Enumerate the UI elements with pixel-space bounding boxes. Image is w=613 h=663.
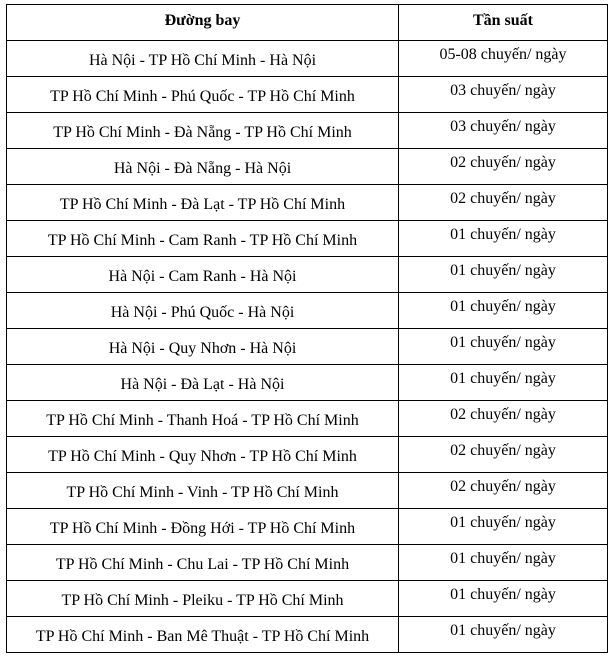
table-row bbox=[7, 617, 608, 653]
table-row bbox=[7, 149, 608, 185]
table-row bbox=[7, 113, 608, 149]
table-row bbox=[7, 509, 608, 545]
route-cell: Hà Nội - Quy Nhơn - Hà Nội bbox=[7, 329, 399, 365]
table-row bbox=[7, 77, 608, 113]
table-row bbox=[7, 185, 608, 221]
frequency-cell: 01 chuyến/ ngày bbox=[399, 509, 608, 545]
table-row bbox=[7, 473, 608, 509]
frequency-cell: 03 chuyến/ ngày bbox=[399, 77, 608, 113]
frequency-cell: 02 chuyến/ ngày bbox=[399, 401, 608, 437]
frequency-cell: 01 chuyến/ ngày bbox=[399, 365, 608, 401]
table-row bbox=[7, 437, 608, 473]
frequency-cell: 01 chuyến/ ngày bbox=[399, 257, 608, 293]
route-cell: TP Hồ Chí Minh - Pleiku - TP Hồ Chí Minh bbox=[7, 581, 399, 617]
route-cell: TP Hồ Chí Minh - Ban Mê Thuật - TP Hồ Chí Minh bbox=[7, 617, 399, 653]
route-cell: TP Hồ Chí Minh - Chu Lai - TP Hồ Chí Minh bbox=[7, 545, 399, 581]
table-row bbox=[7, 329, 608, 365]
route-cell: TP Hồ Chí Minh - Cam Ranh - TP Hồ Chí Minh bbox=[7, 221, 399, 257]
table-row bbox=[7, 401, 608, 437]
frequency-cell: 01 chuyến/ ngày bbox=[399, 545, 608, 581]
route-cell: Hà Nội - Đà Lạt - Hà Nội bbox=[7, 365, 399, 401]
route-cell: TP Hồ Chí Minh - Phú Quốc - TP Hồ Chí Minh bbox=[7, 77, 399, 113]
route-cell: TP Hồ Chí Minh - Đồng Hới - TP Hồ Chí Minh bbox=[7, 509, 399, 545]
route-cell: Hà Nội - Cam Ranh - Hà Nội bbox=[7, 257, 399, 293]
frequency-cell: 02 chuyến/ ngày bbox=[399, 437, 608, 473]
frequency-cell: 01 chuyến/ ngày bbox=[399, 581, 608, 617]
route-cell: Hà Nội - Đà Nẵng - Hà Nội bbox=[7, 149, 399, 185]
route-cell: Hà Nội - TP Hồ Chí Minh - Hà Nội bbox=[7, 41, 399, 77]
frequency-cell: 01 chuyến/ ngày bbox=[399, 329, 608, 365]
table-row bbox=[7, 293, 608, 329]
route-cell: TP Hồ Chí Minh - Vinh - TP Hồ Chí Minh bbox=[7, 473, 399, 509]
frequency-cell: 02 chuyến/ ngày bbox=[399, 149, 608, 185]
frequency-cell: 02 chuyến/ ngày bbox=[399, 473, 608, 509]
frequency-cell: 02 chuyến/ ngày bbox=[399, 185, 608, 221]
frequency-cell: 01 chuyến/ ngày bbox=[399, 617, 608, 653]
table-row bbox=[7, 581, 608, 617]
header-frequency: Tần suất bbox=[399, 5, 608, 41]
frequency-cell: 01 chuyến/ ngày bbox=[399, 221, 608, 257]
route-cell: TP Hồ Chí Minh - Quy Nhơn - TP Hồ Chí Minh bbox=[7, 437, 399, 473]
frequency-cell: 01 chuyến/ ngày bbox=[399, 293, 608, 329]
route-cell: TP Hồ Chí Minh - Đà Nẵng - TP Hồ Chí Minh bbox=[7, 113, 399, 149]
table-row bbox=[7, 221, 608, 257]
route-cell: Hà Nội - Phú Quốc - Hà Nội bbox=[7, 293, 399, 329]
flight-routes-table bbox=[6, 4, 608, 653]
table-row bbox=[7, 41, 608, 77]
frequency-cell: 03 chuyến/ ngày bbox=[399, 113, 608, 149]
header-route: Đường bay bbox=[7, 5, 399, 41]
frequency-cell: 05-08 chuyến/ ngày bbox=[399, 41, 608, 77]
table-row bbox=[7, 257, 608, 293]
route-cell: TP Hồ Chí Minh - Đà Lạt - TP Hồ Chí Minh bbox=[7, 185, 399, 221]
table-row bbox=[7, 365, 608, 401]
table-header-row bbox=[7, 5, 608, 41]
table-row bbox=[7, 545, 608, 581]
route-cell: TP Hồ Chí Minh - Thanh Hoá - TP Hồ Chí Minh bbox=[7, 401, 399, 437]
